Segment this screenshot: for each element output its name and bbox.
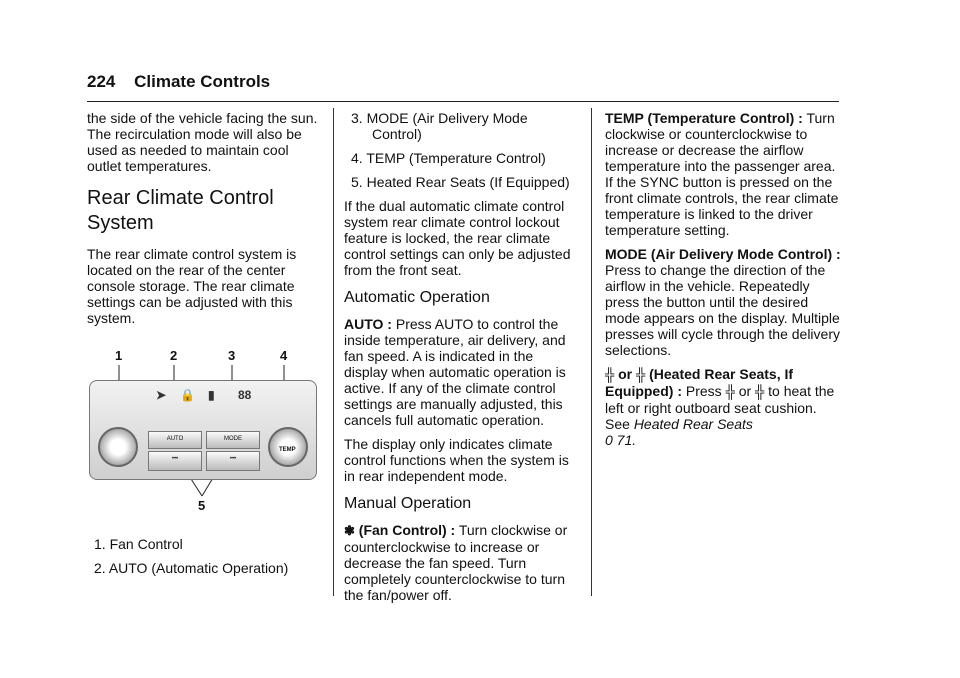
temp-knob-label: TEMP	[279, 447, 296, 453]
temp-display: 88	[238, 388, 252, 402]
column-1	[87, 110, 323, 584]
list-item: 4. TEMP (Temperature Control)	[351, 150, 546, 166]
fan-paragraph	[344, 522, 580, 603]
auto-text: Press AUTO to control the inside temperature, air delivery, and fan speed. A is indicated in the display when automatic operation is active. If any of the climate control settings are manually adjusted, this cancels full automatic operation.	[344, 316, 566, 428]
rear-climate-paragraph: The rear climate control system is located on the rear of the center console storage. The rear climate settings can be adjusted with this system.	[87, 246, 297, 326]
right-heated-seat-icon-inline: ╬	[755, 384, 765, 399]
heated-seat-reference[interactable]: Heated Rear Seats	[633, 416, 753, 432]
rear-climate-panel-figure	[87, 348, 323, 518]
page-header	[87, 72, 270, 92]
page-number: 224	[87, 72, 116, 91]
heated-seat-term: (Heated Rear Seats, If Equipped) :	[605, 366, 794, 399]
mode-term: MODE (Air Delivery Mode Control) :	[605, 246, 841, 262]
callout-2: 2	[170, 348, 178, 363]
right-heated-seat-button[interactable]: •••	[206, 451, 260, 471]
auto-term: AUTO :	[344, 316, 392, 332]
legend-list-part-2	[344, 110, 580, 190]
lock-icon: 🔒	[180, 388, 195, 402]
lockout-paragraph: If the dual automatic climate control system rear climate control lockout feature is locked, the rear climate control settings can only be adjusted from the front seat.	[344, 198, 571, 278]
heated-seat-or: or	[618, 366, 633, 382]
mode-paragraph	[605, 246, 841, 358]
mode-button[interactable]	[206, 431, 260, 449]
intro-paragraph: the side of the vehicle facing the sun. The recirculation mode will also be used as needed to maintain cool outlet temperatures.	[87, 110, 318, 174]
left-heated-seat-button[interactable]: •••	[148, 451, 202, 471]
fan-icon: ❃	[344, 523, 355, 538]
list-item: 3. MODE (Air Delivery Mode Control)	[351, 110, 528, 142]
column-divider-1	[333, 108, 334, 596]
fan-knob[interactable]	[98, 427, 138, 467]
auto-button[interactable]	[148, 431, 202, 449]
fan-term: (Fan Control) :	[358, 522, 456, 538]
legend-list-part-1	[87, 536, 323, 576]
manual-operation-heading: Manual Operation	[344, 495, 472, 512]
callout-4: 4	[280, 348, 288, 363]
climate-panel	[89, 380, 317, 480]
column-3	[605, 110, 841, 456]
section-title: Climate Controls	[134, 72, 271, 91]
left-heated-seat-icon: ╬	[605, 367, 615, 382]
callout-5: 5	[198, 498, 206, 513]
auto-button-label: AUTO	[166, 436, 184, 442]
temp-term: TEMP (Temperature Control) :	[605, 110, 803, 126]
right-heated-seat-icon: ╬	[636, 367, 646, 382]
auto-paragraph	[344, 316, 580, 428]
fan-level-icon: ▮	[208, 388, 215, 402]
column-2	[344, 110, 580, 611]
list-item: 5. Heated Rear Seats (If Equipped)	[351, 174, 570, 190]
list-item: 1. Fan Control	[94, 536, 183, 552]
section-heading: Rear Climate Control System	[87, 187, 274, 234]
left-heated-seat-icon-inline: ╬	[725, 384, 735, 399]
fan-text: Turn clockwise or counterclockwise to increase or decrease the fan speed. Turn completely counterclockwise to turn the fan/power off.	[344, 522, 568, 603]
airflow-icon: ➤	[156, 388, 167, 402]
header-rule	[87, 101, 839, 102]
temp-paragraph	[605, 110, 841, 238]
mode-text: Press to change the direction of the airflow in the vehicle. Repeatedly press the button until the desired mode appears on the display. Multiple presses will cycle through the delivery selections.	[605, 262, 840, 358]
heated-seats-paragraph	[605, 366, 841, 448]
column-divider-2	[591, 108, 592, 596]
automatic-operation-heading: Automatic Operation	[344, 289, 490, 306]
callout-3: 3	[228, 348, 236, 363]
display-paragraph: The display only indicates climate control functions when the system is in rear independent mode.	[344, 436, 569, 484]
callout-1: 1	[115, 348, 123, 363]
heated-seat-press: Press	[685, 383, 722, 399]
heated-seat-or-2: or	[738, 383, 752, 399]
mode-button-label: MODE	[224, 436, 242, 442]
heated-seat-page-ref[interactable]: 0 71.	[605, 432, 637, 448]
heated-seat-text: to heat the left or right outboard seat cushion. See	[605, 383, 835, 432]
list-item: 2. AUTO (Automatic Operation)	[94, 560, 289, 576]
temp-text: Turn clockwise or counterclockwise to increase or decrease the airflow temperature into the passenger area. If the SYNC button is pressed on the front climate controls, the rear climate temperature is linked to the driver temperature setting.	[605, 110, 839, 238]
